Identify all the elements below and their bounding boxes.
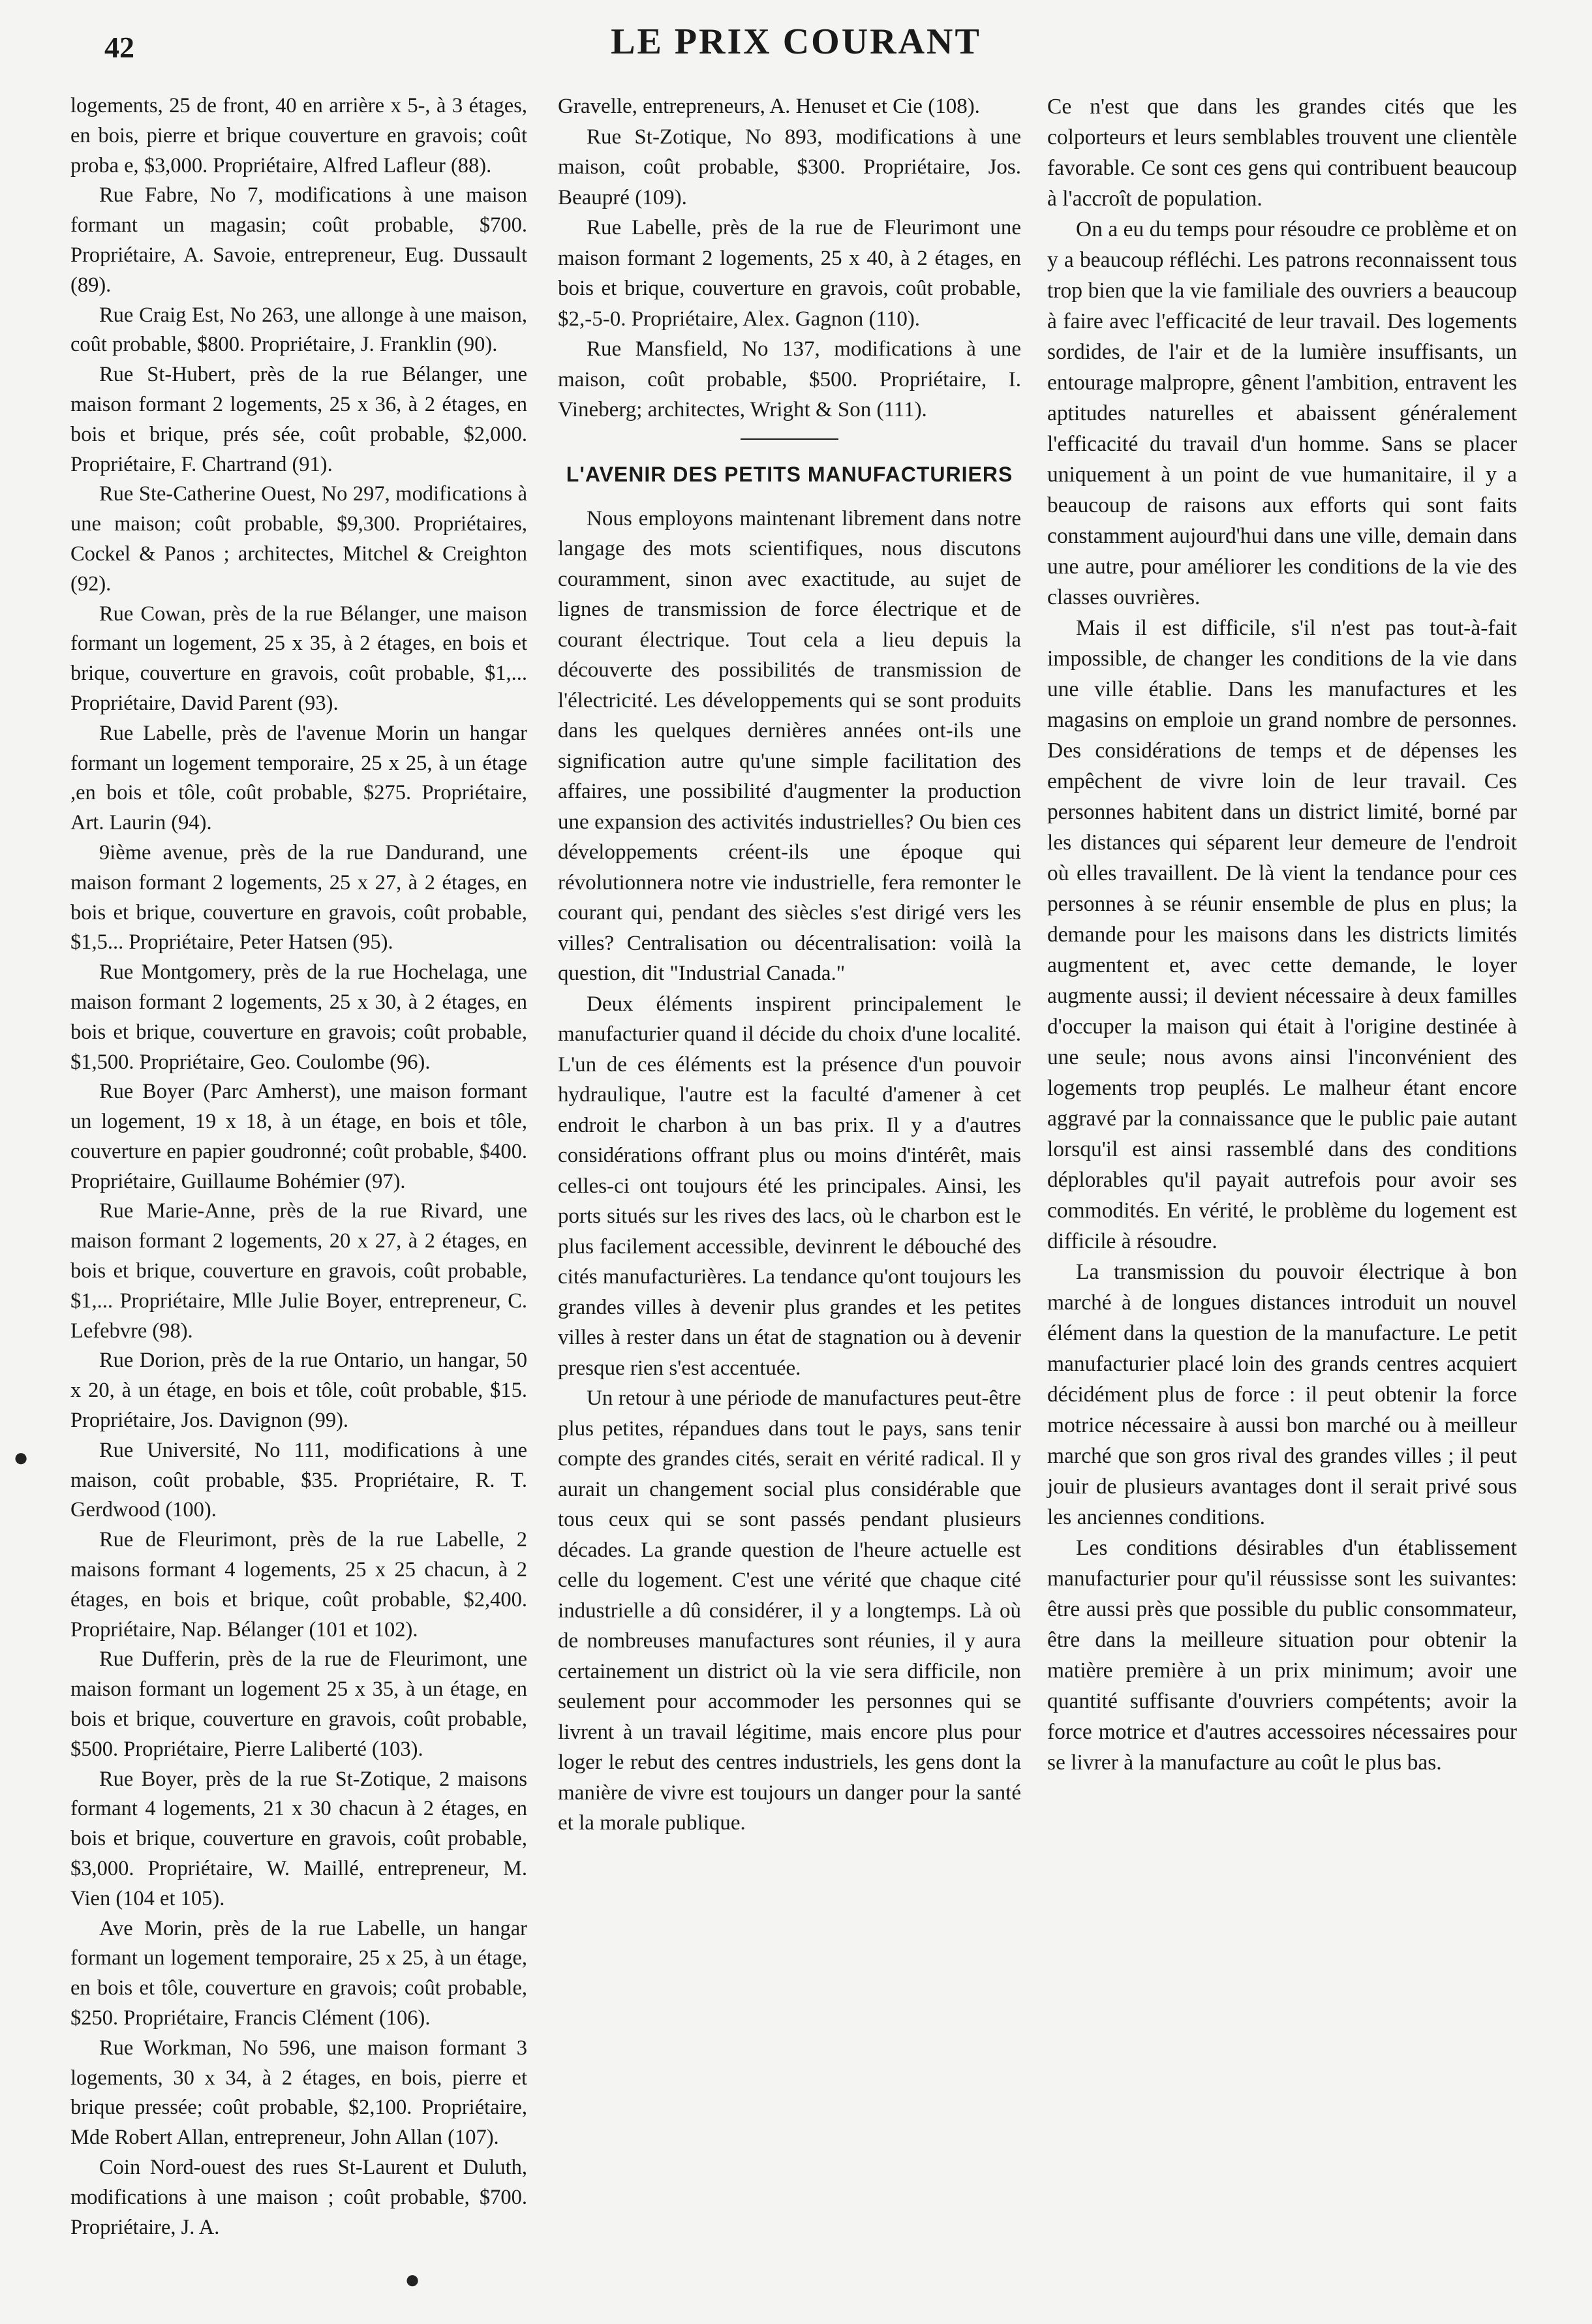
permit-entry: Rue Dorion, près de la rue Ontario, un hangar, 50 x 20, à un étage, en bois et tôle, coût probable, $15. Propriétaire, Jos. Davignon (99). (70, 1349, 527, 1433)
article-paragraph: La transmission du pouvoir électrique à bon marché à de longues distances introduit un nouvel élément dans la question de la manufacture. Le petit manufacturier placé loin des grands centres acquiert décidément plus de force : il peut obtenir la force motrice nécessaire à aussi bon marché ou à meilleur marché que son gros rival des grandes villes ; il peut jouir de plusieurs avantages dont il serait privé sous les anciennes conditions. (1047, 1260, 1517, 1529)
permit-entry: Rue Fabre, No 7, modifications à une maison formant un magasin; coût probable, $700. Propriétaire, A. Savoie, entrepreneur, Eug. Dussault (89). (70, 183, 527, 297)
permit-entry: Rue Mansfield, No 137, modifications à une maison, coût probable, $500. Propriétaire, I. Vineberg; architectes, Wright & Son (111). (558, 337, 1021, 421)
permit-entry: 9ième avenue, près de la rue Dandurand, une maison formant 2 logements, 25 x 27, à 2 étages, en bois et brique, couverture en gravois, coût probable, $1,5... Propriétaire, Peter Hatsen (95). (70, 840, 527, 955)
permit-entry: Rue Marie-Anne, près de la rue Rivard, une maison formant 2 logements, 20 x 27, à 2 étages, en bois et brique, couverture en gravois, coût probable, $1,... Propriétaire, Mlle Julie Boyer, entrepreneur, C. Lefebvre (98). (70, 1199, 527, 1343)
permit-entry: Rue St-Zotique, No 893, modifications à une maison, coût probable, $300. Propriétaire, Jos. Beaupré (109). (558, 125, 1021, 209)
article-paragraph: Mais il est difficile, s'il n'est pas tout-à-fait impossible, de changer les conditions de la vie dans une ville établie. Dans les manufactures et les magasins on emploie un grand nombre de personnes. Des considérations de temps et de dépenses les empêchent de vivre loin de leur travail. Ces personnes habitent dans un district limité, borné par les distances qui séparent leur demeure de l'endroit où elles travaillent. De là vient la tendance pour ces personnes à se réunir ensemble de plus en plus; la demande pour les maisons dans les districts limités augmentent et, avec cette demande, le loyer augmente aussi; il devient nécessaire à deux familles d'occuper la maison qui était à l'origine destinée à une seule; nous avons ainsi l'inconvénient des logements trop peuplés. Le malheur étant encore aggravé par la connaissance que le public paie autant lorsqu'il est ainsi rassemblé dans des conditions déplorables qu'il payait autrefois pour avoir ses commodités. En vérité, le problème du logement est difficile à résoudre. (1047, 616, 1517, 1253)
building-permits-column (70, 91, 527, 2242)
permit-entry: Rue Labelle, près de la rue de Fleurimont une maison formant 2 logements, 25 x 40, à 2 étages, en bois et brique, couverture en gravois, coût probable, $2,-5-0. Propriétaire, Alex. Gagnon (110). (558, 216, 1021, 331)
article-headline: L'AVENIR DES PETITS MANUFACTURIERS (566, 462, 1013, 486)
permit-entry: Rue de Fleurimont, près de la rue Labelle, 2 maisons formant 4 logements, 25 x 25 chacun, à 2 étages, en bois et brique, coût probable, $2,400. Propriétaire, Nap. Bélanger (101 et 102). (70, 1528, 527, 1642)
journal-title: LE PRIX COURANT (611, 22, 981, 62)
permit-entry: Rue Dufferin, près de la rue de Fleurimont, une maison formant un logement 25 x 35, à un étage, en bois et brique, couverture en gravois, coût probable, $500. Propriétaire, Pierre Laliberté (103). (70, 1647, 527, 1761)
article-column-3 (1047, 91, 1517, 1778)
permit-entry: Rue Craig Est, No 263, une allonge à une maison, coût probable, $800. Propriétaire, J. Franklin (90). (70, 303, 527, 357)
article-column-2 (558, 91, 1021, 1839)
permit-entry: Rue Cowan, près de la rue Bélanger, une maison formant un logement, 25 x 35, à 2 étages, en bois et brique, couverture en gravois, coût probable, $1,... Propriétaire, David Parent (93). (70, 602, 527, 715)
article-paragraph: Nous employons maintenant librement dans notre langage des mots scientifiques, nous discutons couramment, sinon avec exactitude, au sujet de lignes de transmission de force électrique et de courant électrique. Tout cela a lieu depuis la découverte des possibilités de transmission de l'électricité. Les développements qui se sont produits dans les quelques dernières années ont-ils une signification autre qu'une simple facilitation des affaires, une possibilité d'augmenter la production une expansion des activités industrielles? Ou bien ces développements créent-ils une époque qui révolutionnera notre vie industrielle, fera remonter le courant qui, pendant des siècles s'est dirigé vers les villes? Centralisation ou décentralisation: voilà la question, dit "Industrial Canada." (558, 506, 1021, 985)
permit-entry: Rue St-Hubert, près de la rue Bélanger, une maison formant 2 logements, 25 x 36, à 2 étages, en bois et brique, prés sée, coût probable, $2,000. Propriétaire, F. Chartrand (91). (70, 363, 527, 476)
article-paragraph: Deux éléments inspirent principalement le manufacturier quand il décide du choix d'une localité. L'un de ces éléments est la présence d'un pouvoir hydraulique, l'autre est la faculté d'amener à cet endroit le charbon à un bas prix. Il y a d'autres considérations offrant plus ou moins d'intérêt, mais celles-ci ont toujours été les principales. Ainsi, les ports situés sur les rives des lacs, où le charbon est le plus facilement accessible, devinrent le débouché des cités manufacturières. La tendance qu'ont toujours les grandes villes à devenir plus grandes et les petites villes à rester dans un état de stagnation ou à devenir presque rien s'est accentuée. (558, 992, 1021, 1380)
page-number: 42 (104, 31, 134, 64)
ink-blot: ● (13, 1443, 29, 1472)
article-paragraph: Un retour à une période de manufactures peut-être plus petites, répandues dans tout le pays, sans tenir compte des grandes cités, serait en vérité radical. Il y aurait un changement social plus considérable que tous ceux qui se sont passés pendant plusieurs décades. La grande question de l'heure actuelle est celle du logement. C'est une vérité que chaque cité industrielle a dû considérer, il y a longtemps. Là où de nombreuses manufactures sont réunies, il y aura certainement un district où la vie sera difficile, non seulement pour accommoder les personnes qui se livrent à un travail légitime, mais encore plus pour loger le rebut des centres industriels, les gens dont la manière de vivre est toujours un danger pour la santé et la morale publique. (558, 1386, 1021, 1835)
permit-entry: Rue Université, No 111, modifications à une maison, coût probable, $35. Propriétaire, R. T. Gerdwood (100). (70, 1438, 527, 1522)
permit-entry: Ave Morin, près de la rue Labelle, un hangar formant un logement temporaire, 25 x 25, à un étage, en bois et tôle, couverture en gravois; coût probable, $250. Propriétaire, Francis Clément (106). (70, 1916, 527, 2030)
permit-entry: Rue Montgomery, près de la rue Hochelaga, une maison formant 2 logements, 25 x 30, à 2 étages, en bois et brique, couverture en gravois; coût probable, $1,500. Propriétaire, Geo. Coulombe (96). (70, 960, 527, 1074)
ink-blot: ● (405, 2265, 421, 2294)
permit-entry: Coin Nord-ouest des rues St-Laurent et Duluth, modifications à une maison ; coût probable, $700. Propriétaire, J. A. (70, 2155, 527, 2239)
permit-entry: Rue Boyer (Parc Amherst), une maison formant un logement, 19 x 18, à un étage, en bois et tôle, couverture en papier goudronné; coût probable, $400. Propriétaire, Guillaume Bohémier (97). (70, 1080, 527, 1193)
section-divider (741, 438, 838, 440)
permit-entry: Rue Boyer, près de la rue St-Zotique, 2 maisons formant 4 logements, 21 x 30 chacun à 2 étages, en bois et brique, couverture en gravois, coût probable, $3,000. Propriétaire, W. Maillé, entrepreneur, M. Vien (104 et 105). (70, 1767, 527, 1910)
permit-entry: Rue Workman, No 596, une maison formant 3 logements, 30 x 34, à 2 étages, en bois, pierre et brique pressée; coût probable, $2,100. Propriétaire, Mde Robert Allan, entrepreneur, John Allan (107). (70, 2036, 527, 2150)
article-paragraph: On a eu du temps pour résoudre ce problème et on y a beaucoup réfléchi. Les patrons reconnaissent tous trop bien que la vie familiale des ouvriers a beaucoup à faire avec l'efficacité de leur travail. Des logements sordides, de l'air et de la lumière insuffisants, un entourage malpropre, gênent l'ambition, entravent les aptitudes naturelles et abaissent généralement l'efficacité du travail d'un homme. Sans se placer uniquement à un point de vue humanitaire, il y a beaucoup de raisons aux efforts qui sont faits constamment aujourd'hui dans une ville, demain dans une autre, pour améliorer les conditions de la vie des classes ouvrières. (1047, 217, 1517, 609)
article-paragraph: Ce n'est que dans les grandes cités que les colporteurs et leurs semblables trouvent une clientèle favorable. Ce sont ces gens qui contribuent beaucoup à l'accroît de population. (1047, 95, 1517, 211)
article-paragraph: Les conditions désirables d'un établissement manufacturier pour qu'il réussisse sont les suivantes: être aussi près que possible du public consommateur, être dans la meilleure situation pour obtenir la matière première à un prix minimum; avoir une quantité suffisante d'ouvriers compétents; avoir la force motrice et d'autres accessoires nécessaires pour se livrer à la manufacture au coût le plus bas. (1047, 1536, 1517, 1775)
permit-entry: Rue Ste-Catherine Ouest, No 297, modifications à une maison; coût probable, $9,300. Propriétaires, Cockel & Panos ; architectes, Mitchel & Creighton (92). (70, 482, 527, 596)
permit-entry: Rue Labelle, près de l'avenue Morin un hangar formant un logement temporaire, 25 x 25, à un étage ,en bois et tôle, coût probable, $275. Propriétaire, Art. Laurin (94). (70, 721, 527, 835)
permit-entry: Gravelle, entrepreneurs, A. Henuset et Cie (108). (558, 95, 980, 118)
permit-entry: logements, 25 de front, 40 en arrière x 5-, à 3 étages, en bois, pierre et brique couverture en gravois; coût proba e, $3,000. Propriétaire, Alfred Lafleur (88). (70, 94, 527, 177)
